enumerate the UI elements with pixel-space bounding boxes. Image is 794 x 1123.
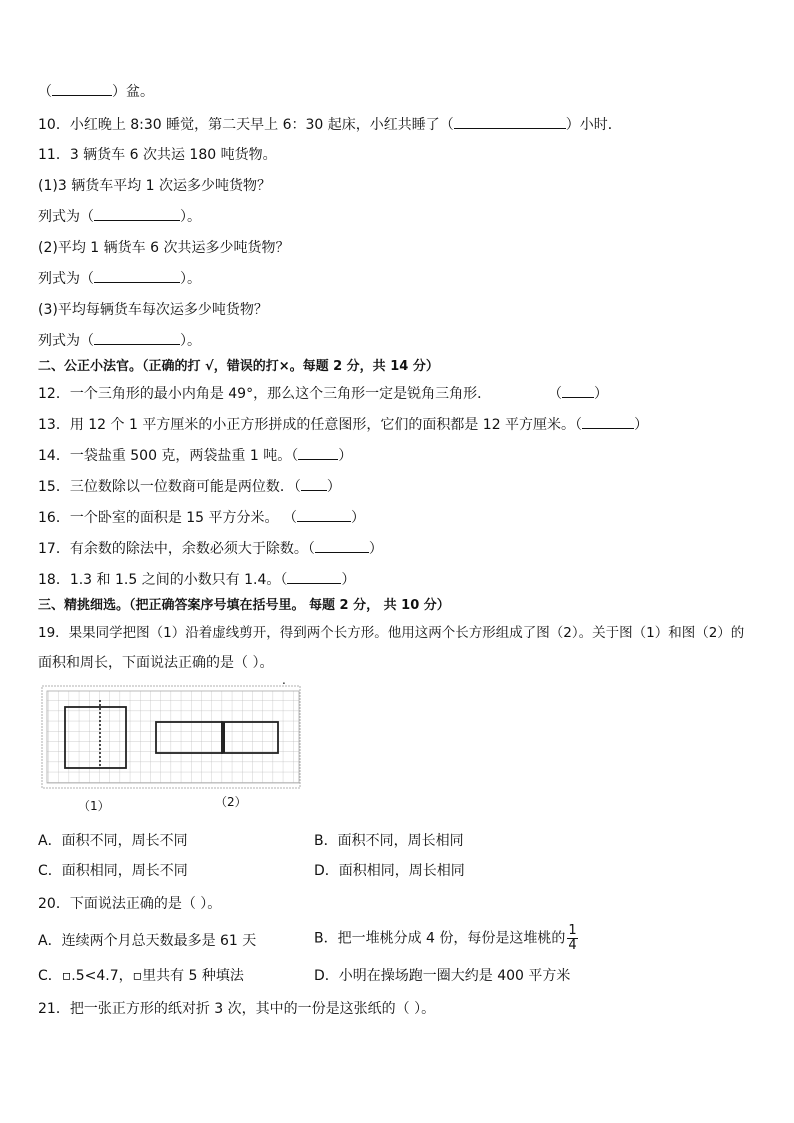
q20-option-b[interactable]	[314, 924, 578, 953]
q19-line2: 面积和周长，下面说法正确的是（ ）。	[38, 655, 274, 671]
formula-label: 列式为（	[38, 333, 94, 349]
section-3-heading: 三、精挑细选。（把正确答案序号填在括号里。 每题 2 分， 共 10 分）	[38, 598, 450, 613]
formula-label: 列式为（	[38, 209, 94, 225]
formula-tail: ）。	[180, 271, 201, 287]
close-paren: ）	[112, 84, 126, 100]
answer-blank[interactable]	[454, 116, 566, 129]
q10	[38, 116, 622, 134]
answer-blank[interactable]	[298, 447, 338, 460]
q11-part2: (2)平均 1 辆货车 6 次共运多少吨货物？	[38, 240, 290, 256]
section-2-heading: 二、公正小法官。（正确的打 √，错误的打×。每题 2 分，共 14 分）	[38, 359, 439, 374]
close-paren: ）	[341, 572, 356, 588]
q10-tail: ）小时．	[565, 117, 622, 133]
answer-blank[interactable]	[52, 83, 112, 96]
q17	[38, 540, 383, 558]
q20-option-d[interactable]: D．小明在操场跑一圈大约是 400 平方米	[314, 968, 571, 984]
open-paren: （	[38, 84, 52, 100]
q20-option-c[interactable]: C．▫.5<4.7，▫里共有 5 种填法	[38, 968, 244, 984]
answer-blank[interactable]	[94, 208, 180, 221]
q12-answer	[548, 385, 608, 403]
grid-area	[47, 691, 299, 783]
answer-blank[interactable]	[287, 571, 341, 584]
q19-line1: 19．果果同学把图（1）沿着虚线剪开，得到两个长方形。他用这两个长方形组成了图（2）。关于图（1）和图（2）的	[38, 625, 745, 641]
q19-option-a[interactable]: A．面积不同，周长不同	[38, 833, 188, 849]
answer-blank[interactable]	[315, 540, 369, 553]
answer-blank[interactable]	[301, 478, 327, 491]
q13-text: 13．用 12 个 1 平方厘米的小正方形拼成的任意图形，它们的面积都是 12 平方厘米。（	[38, 417, 583, 433]
q20: 20．下面说法正确的是（ ）。	[38, 896, 222, 912]
q12-text: 12．一个三角形的最小内角是 49°，那么这个三角形一定是锐角三角形．	[38, 386, 492, 402]
close-paren: ）	[326, 479, 341, 495]
q14-text: 14．一袋盐重 500 克，两袋盐重 1 吨。（	[38, 448, 299, 464]
q17-text: 17．有余数的除法中，余数必须大于除数。（	[38, 541, 315, 557]
q13	[38, 416, 648, 434]
answer-blank[interactable]	[582, 416, 634, 429]
q9-tail-text: 盆。	[126, 84, 154, 100]
q11: 11．3 辆货车 6 次共运 180 吨货物。	[38, 147, 277, 163]
open-paren: （	[548, 386, 562, 402]
close-paren: ）	[350, 510, 365, 526]
q21: 21．把一张正方形的纸对折 3 次，其中的一份是这张纸的（ ）。	[38, 1001, 436, 1017]
fraction-one-quarter	[567, 924, 577, 953]
answer-blank[interactable]	[94, 270, 180, 283]
answer-blank[interactable]	[562, 385, 594, 398]
q15-text: 15．三位数除以一位数商可能是两位数．（	[38, 479, 301, 495]
q11-formula3	[38, 332, 201, 350]
q15	[38, 478, 341, 496]
fraction-numerator: 1	[568, 923, 577, 938]
q11-part1: (1)3 辆货车平均 1 次运多少吨货物？	[38, 178, 271, 194]
close-paren: ）	[594, 386, 608, 402]
figure-label-2: （2）	[215, 795, 247, 809]
formula-tail: ）。	[180, 333, 201, 349]
figure-label-1: （1）	[78, 799, 110, 813]
answer-blank[interactable]	[297, 509, 351, 522]
formula-tail: ）。	[180, 209, 201, 225]
q19-option-c[interactable]: C．面积相同，周长不同	[38, 863, 188, 879]
figure-dot: .	[282, 673, 286, 687]
close-paren: ）	[368, 541, 383, 557]
q11-formula1	[38, 208, 201, 226]
q10-text: 10．小红晚上 8:30 睡觉，第二天早上 6：30 起床，小红共睡了（	[38, 117, 454, 133]
q18-text: 18．1.3 和 1.5 之间的小数只有 1.4。（	[38, 572, 288, 588]
q16	[38, 509, 365, 527]
q19-option-b[interactable]: B．面积不同，周长相同	[314, 833, 464, 849]
answer-blank[interactable]	[94, 332, 180, 345]
fraction-denominator: 4	[568, 938, 577, 953]
q19-option-d[interactable]: D．面积相同，周长相同	[314, 863, 465, 879]
q18	[38, 571, 355, 589]
q20-option-a[interactable]: A．连续两个月总天数最多是 61 天	[38, 933, 257, 949]
q11-formula2	[38, 270, 201, 288]
close-paren: ）	[338, 448, 353, 464]
q20-option-b-text: B．把一堆桃分成 4 份，每份是这堆桃的	[314, 930, 566, 947]
formula-label: 列式为（	[38, 271, 94, 287]
q14	[38, 447, 352, 465]
close-paren: ）	[634, 417, 649, 433]
q16-text: 16．一个卧室的面积是 15 平方分米。 （	[38, 510, 297, 526]
q12	[38, 385, 491, 403]
q9-tail	[38, 83, 154, 101]
q19-figure	[38, 680, 308, 792]
q11-part3: (3)平均每辆货车每次运多少吨货物？	[38, 302, 268, 318]
